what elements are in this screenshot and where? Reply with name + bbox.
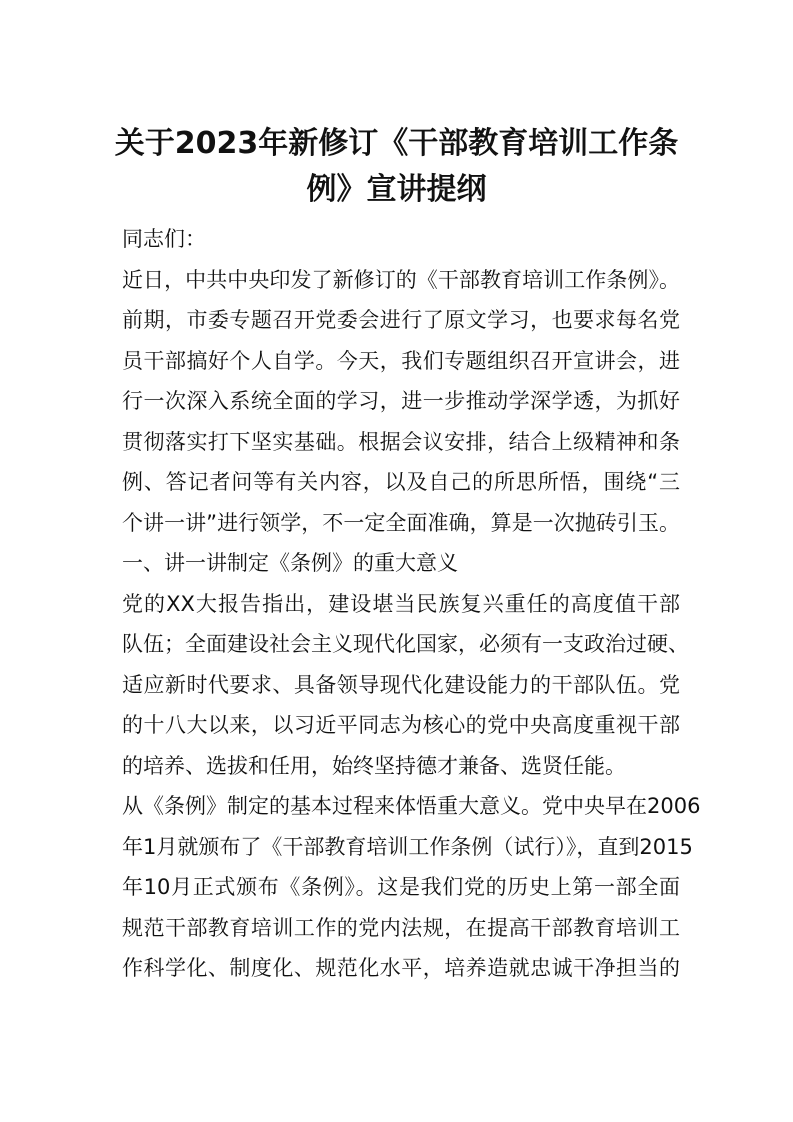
text-line: 行一次深入系统全面的学习，进一步推动学深学透，为抓好 bbox=[122, 389, 680, 413]
text-line: 例、答记者问等有关内容，以及自己的所思所悟，围绕“三 bbox=[122, 470, 680, 494]
text-line: 员干部搞好个人自学。今天，我们专题组织召开宣讲会，进 bbox=[122, 348, 680, 373]
text-line: 党的XX大报告指出，建设堪当民族复兴重任的高度值干部 bbox=[122, 591, 680, 616]
text-line: 的十八大以来，以习近平同志为核心的党中央高度重视干部 bbox=[122, 713, 680, 737]
text-line: 同志们： bbox=[122, 227, 206, 251]
text-line: 近日，中共中央印发了新修订的《干部教育培训工作条例》。 bbox=[122, 267, 680, 292]
text-line: 个讲一讲”进行领学，不一定全面准确，算是一次抛砖引玉。 bbox=[122, 510, 680, 535]
text-line: 前期，市委专题召开党委会进行了原文学习，也要求每名党 bbox=[122, 308, 680, 332]
title-line-1: 关于2023年新修订《干部教育培训工作条 bbox=[114, 126, 679, 161]
text-line: 适应新时代要求、具备领导现代化建设能力的干部队伍。党 bbox=[122, 672, 680, 697]
text-line: 年1月就颁布了《干部教育培训工作条例（试行）》，直到2015 bbox=[122, 834, 693, 859]
text-line: 年10月正式颁布《条例》。这是我们党的历史上第一部全面 bbox=[122, 875, 680, 899]
text-line: 规范干部教育培训工作的党内法规，在提高干部教育培训工 bbox=[122, 915, 680, 940]
text-line: 从《条例》制定的基本过程来体悟重大意义。党中央早在2006 bbox=[122, 794, 701, 818]
text-line: 贯彻落实打下坚实基础。根据会议安排，结合上级精神和条 bbox=[122, 429, 680, 454]
title-line-2: 例》宣讲提纲 bbox=[306, 172, 487, 207]
text-line: 作科学化、制度化、规范化水平，培养造就忠诚干净担当的 bbox=[122, 956, 680, 980]
document-body bbox=[122, 219, 701, 989]
section-heading: 一、讲一讲制定《条例》的重大意义 bbox=[122, 551, 458, 575]
text-line: 队伍；全面建设社会主义现代化国家，必须有一支政治过硬、 bbox=[122, 632, 689, 656]
text-line: 的培养、选拔和任用，始终坚持德才兼备、选贤任能。 bbox=[122, 753, 626, 778]
